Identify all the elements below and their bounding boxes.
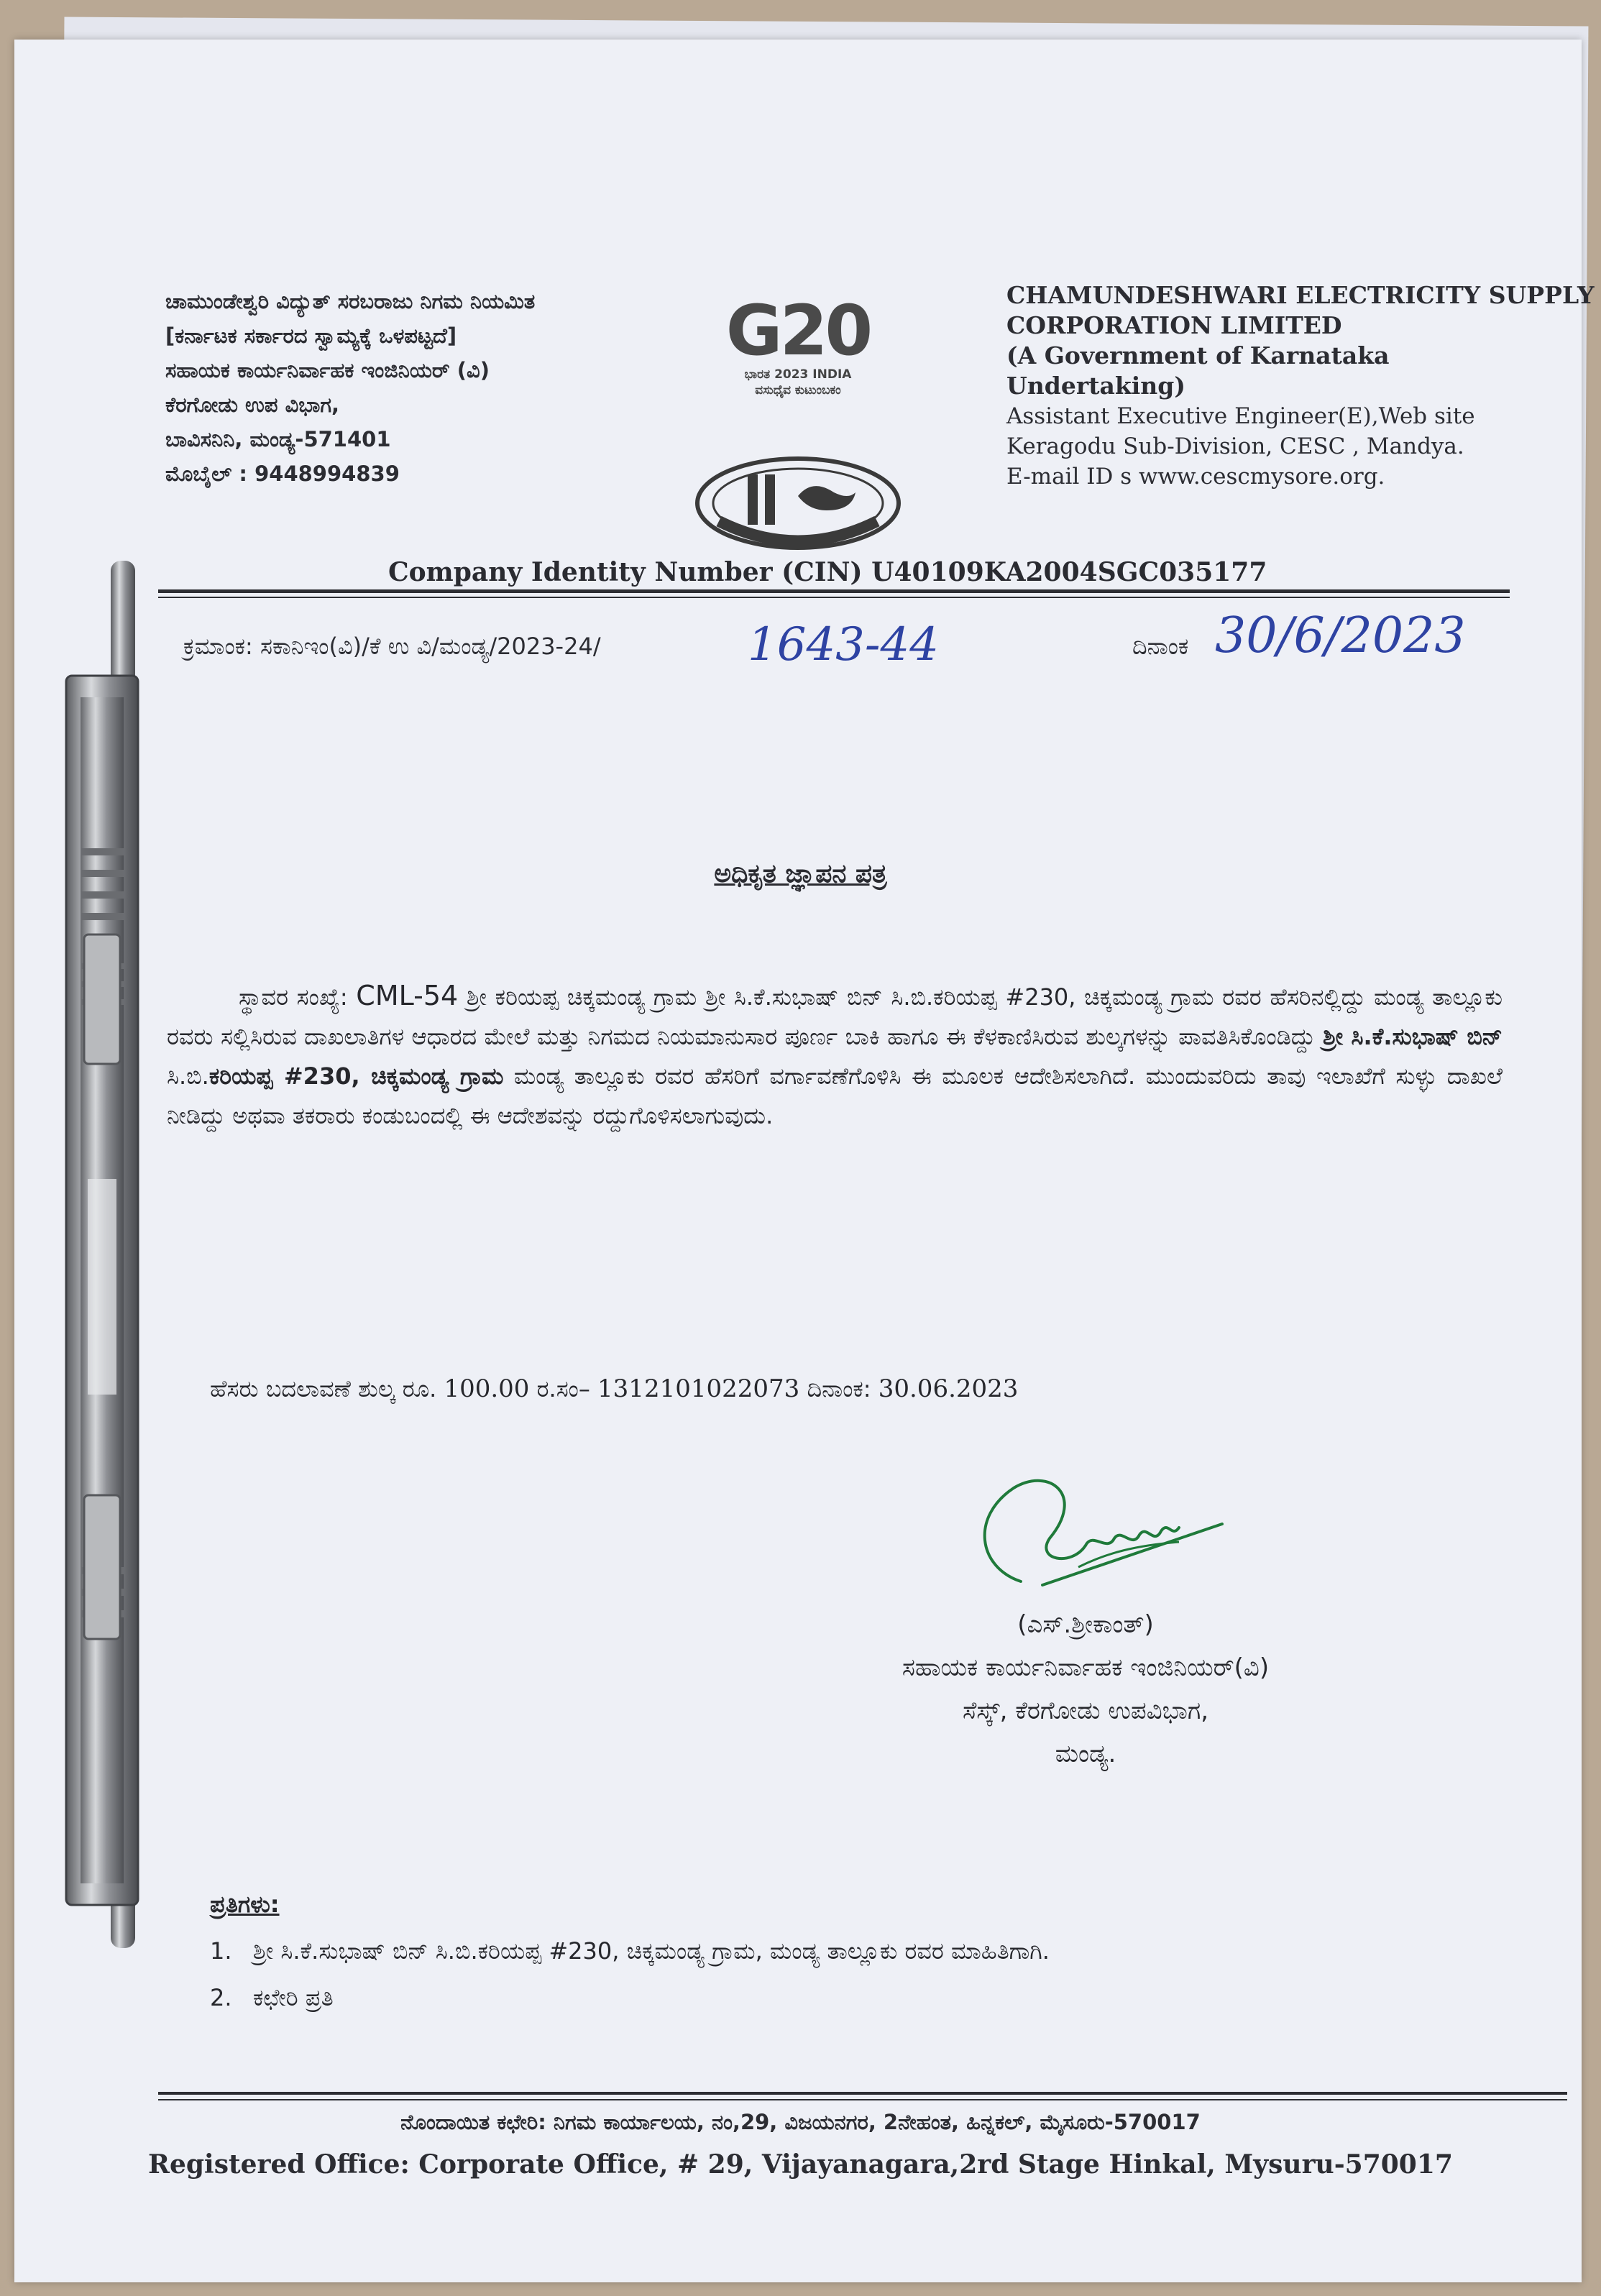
date-handwritten: 30/6/2023 (1215, 607, 1466, 664)
header-divider (158, 589, 1510, 593)
english-letterhead (1006, 280, 1595, 492)
english-header-line: CHAMUNDESHWARI ELECTRICITY SUPPLY (1006, 281, 1595, 309)
installation-number: CML-54 (356, 980, 459, 1011)
registered-office-english: Registered Office: Corporate Office, # 29, Vijayanagara,2rd Stage Hinkal, Mysuru-570017 (148, 2149, 1453, 2180)
registered-office-kannada: ನೊಂದಾಯಿತ ಕಛೇರಿ: ನಿಗಮ ಕಾರ್ಯಾಲಯ, ನಂ,29, ವಿಜಯನಗರ, 2ನೇಹಂತ, ಹಿನ್ನಕಲ್, ಮೈಸೂರು-570017 (400, 2110, 1201, 2134)
english-header-line: (A Government of Karnataka (1006, 341, 1390, 369)
g20-mark: G20 (725, 290, 871, 371)
copy-text: ಶ್ರೀ ಸಿ.ಕೆ.ಸುಭಾಷ್ ಬಿನ್ ಸಿ.ಬಿ.ಕರಿಯಪ್ಪ #230, ಚಿಕ್ಕಮಂಡ್ಯ ಗ್ರಾಮ, ಮಂಡ್ಯ ತಾಲ್ಲೂಕು ರವರ ಮಾಹಿತಿಗಾಗಿ. (253, 1937, 1050, 1965)
copy-item (210, 1937, 1050, 1965)
kannada-header-line: ಮೊಬೈಲ್ : 9448994839 (165, 462, 400, 486)
fee-line (210, 1374, 1018, 1403)
fee-date-label: ದಿನಾಂಕ: (799, 1375, 879, 1402)
company-identity-number: Company Identity Number (CIN) U40109KA2004SGC035177 (388, 557, 1267, 587)
kannada-header-line: ಬಾವಿಸನಿನಿ, ಮಂಡ್ಯ-571401 (165, 427, 391, 451)
body-text: ಸ್ಥಾವರ ಸಂಖ್ಯೆ: (239, 983, 357, 1011)
signatory-place: ಮಂಡ್ಯ. (1055, 1740, 1116, 1768)
g20-tagline: ವಸುಧೈವ ಕುಟುಂಬಕಂ (755, 383, 841, 398)
footer-divider (158, 2092, 1567, 2095)
receipt-number: 1312101022073 (597, 1374, 800, 1403)
fee-amount: 100.00 (444, 1374, 530, 1403)
english-header-line: Keragodu Sub-Division, CESC , Mandya. (1006, 433, 1464, 459)
body-bold-text: ಕರಿಯಪ್ಪ #230, ಚಿಕ್ಕಮಂಡ್ಯ ಗ್ರಾಮ (208, 1062, 504, 1090)
english-header-line: Undertaking) (1006, 372, 1185, 400)
english-header-line: Assistant Executive Engineer(E),Web site (1006, 403, 1475, 429)
file-fastener-clip (59, 561, 160, 1970)
kannada-header-line: [ಕರ್ನಾಟಕ ಸರ್ಕಾರದ ಸ್ವಾಮ್ಯಕ್ಕೆ ಒಳಪಟ್ಟದೆ] (165, 323, 457, 348)
g20-tagline: ಭಾರತ 2023 INDIA (744, 367, 852, 382)
english-header-line: E-mail ID s www.cescmysore.org. (1006, 464, 1385, 490)
signature-scribble (963, 1459, 1237, 1610)
receipt-label: ರ.ಸಂ– (529, 1375, 598, 1402)
fee-date: 30.06.2023 (878, 1374, 1019, 1403)
body-paragraph (167, 976, 1503, 1136)
copy-number: 1. (210, 1937, 232, 1965)
date-label: ದಿನಾಂಕ (1132, 633, 1189, 660)
copy-number: 2. (210, 1984, 232, 2011)
reference-number-handwritten: 1643-44 (748, 618, 939, 671)
copy-text: ಕಛೇರಿ ಪ್ರತಿ (253, 1984, 334, 2011)
kannada-header-line: ಚಾಮುಂಡೇಶ್ವರಿ ವಿದ್ಯುತ್ ಸರಬರಾಜು ನಿಗಮ ನಿಯಮಿತ (165, 289, 536, 313)
kannada-header-line: ಸಹಾಯಕ ಕಾರ್ಯನಿರ್ವಾಹಕ ಇಂಜಿನಿಯರ್ (ವಿ) (165, 358, 490, 382)
signatory-office: ಸೆಸ್ಕ್, ಕೆರಗೋಡು ಉಪವಿಭಾಗ, (962, 1696, 1209, 1725)
g20-logo (683, 290, 913, 398)
signatory-name: (ಎಸ್.ಶ್ರೀಕಾಂತ್) (1017, 1610, 1154, 1639)
signatory-designation: ಸಹಾಯಕ ಕಾರ್ಯನಿರ್ವಾಹಕ ಇಂಜಿನಿಯರ್(ವಿ) (902, 1653, 1270, 1682)
english-header-line: CORPORATION LIMITED (1006, 311, 1342, 339)
cesc-seal-logo (690, 453, 906, 554)
copies-heading: ಪ್ರತಿಗಳು: (210, 1891, 280, 1918)
document-title: ಅಧಿಕೃತ ಜ್ಞಾಪನ ಪತ್ರ (714, 859, 887, 888)
kannada-letterhead (165, 284, 535, 491)
footer-divider-thin (158, 2099, 1567, 2100)
body-bold-text: ಶ್ರೀ ಸಿ.ಕೆ.ಸುಭಾಷ್ ಬಿನ್ (1323, 1023, 1503, 1050)
body-text: ಸಿ.ಬಿ. (167, 1062, 209, 1090)
header-divider-thin (158, 597, 1510, 598)
kannada-header-line: ಕೆರಗೋಡು ಉಪ ವಿಭಾಗ, (165, 392, 340, 417)
signature-block (776, 1603, 1395, 1776)
body-text: ಶ್ರೀ ಕರಿಯಪ್ಪ ಚಿಕ್ಕಮಂಡ್ಯ ಗ್ರಾಮ ಶ್ರೀ ಸಿ.ಕೆ.ಸುಭಾಷ್ ಬಿನ್ ಸಿ.ಬಿ.ಕರಿಯಪ್ಪ #230, ಚಿಕ್ಕಮಂಡ್ಯ ಗ್ರಾಮ ರವರ ಹೆಸರಿನಲ್ಲಿದ್ದು ಮಂಡ್ಯ ತಾಲ್ಲೂಕು ರವರು ಸಲ್ಲಿಸಿರುವ ದಾಖಲಾತಿಗಳ ಆಧಾರದ ಮೇಲೆ ಮತ್ತು ನಿಗಮದ ನಿಯಮಾನುಸಾರ ಪೂರ್ಣ ಬಾಕಿ ಹಾಗೂ ಈ ಕೆಳಕಾಣಿಸಿರುವ ಶುಲ್ಕಗಳನ್ನು ಪಾವತಿಸಿಕೊಂಡಿದ್ದು (167, 983, 1503, 1050)
reference-label: ಕ್ರಮಾಂಕ: ಸಕಾನಿಇಂ(ವಿ)/ಕೆ ಉ ವಿ/ಮಂಡ್ಯ/2023-24/ (183, 633, 601, 660)
body-text: ಮಂಡ್ಯ ತಾಲ್ಲೂಕು ರವರ ಹೆಸರಿಗೆ ವರ್ಗಾವಣೆಗೊಳಿಸಿ ಈ ಮೂಲಕ ಆದೇಶಿಸಲಾಗಿದೆ. ಮುಂದುವರಿದು ತಾವು ಇಲಾಖೆಗೆ ಸುಳ್ಳು ದಾಖಲೆ ನೀಡಿದ್ದು ಅಥವಾ ತಕರಾರು ಕಂಡುಬಂದಲ್ಲಿ ಈ ಆದೇಶವನ್ನು ರದ್ದುಗೊಳಿಸಲಾಗುವುದು. (167, 1062, 1503, 1129)
fee-label: ಹೆಸರು ಬದಲಾವಣೆ ಶುಲ್ಕ ರೂ. (210, 1375, 444, 1402)
copy-item (210, 1984, 334, 2012)
